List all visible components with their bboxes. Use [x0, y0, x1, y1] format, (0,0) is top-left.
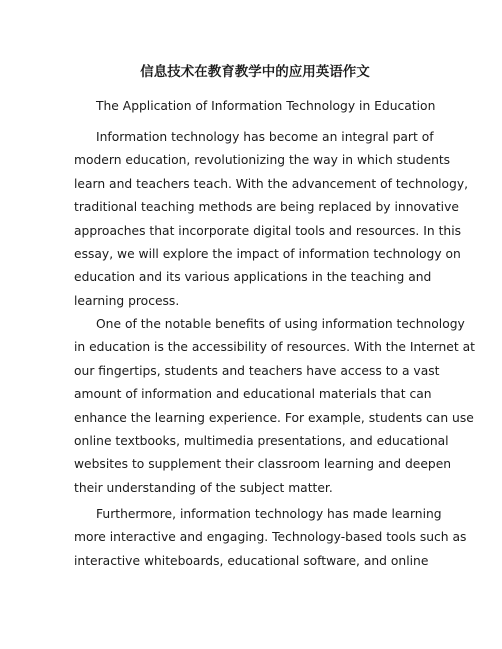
document-title: 信息技术在教育教学中的应用英语作文 — [140, 64, 370, 80]
paragraph-line: education and its various applications in the teaching and — [74, 270, 432, 285]
paragraph-line: learning process. — [74, 293, 180, 308]
paragraph-line: their understanding of the subject matter. — [74, 480, 333, 495]
paragraph-line: interactive whiteboards, educational software, and online — [74, 553, 429, 568]
paragraph-1 — [74, 126, 469, 313]
paragraph-line: enhance the learning experience. For example, students can use — [74, 410, 474, 425]
paragraph-line: Information technology has become an integral part of — [96, 130, 434, 144]
paragraph-line: One of the notable benefits of using information technology — [96, 317, 465, 331]
paragraph-line: amount of information and educational materials that can — [74, 387, 432, 402]
paragraph-3 — [74, 503, 467, 573]
essay-subtitle: The Application of Information Technology in Education — [96, 99, 436, 113]
paragraph-line: more interactive and engaging. Technology-based tools such as — [74, 530, 467, 545]
paragraph-line: approaches that incorporate digital tools and resources. In this — [74, 223, 462, 238]
paragraph-line: essay, we will explore the impact of information technology on — [74, 247, 461, 262]
paragraph-line: Furthermore, information technology has made learning — [96, 507, 442, 521]
paragraph-line: modern education, revolutionizing the way in which students — [74, 153, 451, 168]
paragraph-line: learn and teachers teach. With the advancement of technology, — [74, 176, 469, 191]
paragraph-line: in education is the accessibility of resources. With the Internet at — [74, 340, 475, 355]
paragraph-2 — [74, 313, 475, 500]
paragraph-line: websites to supplement their classroom learning and deepen — [74, 457, 452, 472]
paragraph-line: our fingertips, students and teachers have access to a vast — [74, 363, 440, 378]
paragraph-line: traditional teaching methods are being replaced by innovative — [74, 200, 459, 215]
paragraph-line: online textbooks, multimedia presentations, and educational — [74, 434, 449, 449]
